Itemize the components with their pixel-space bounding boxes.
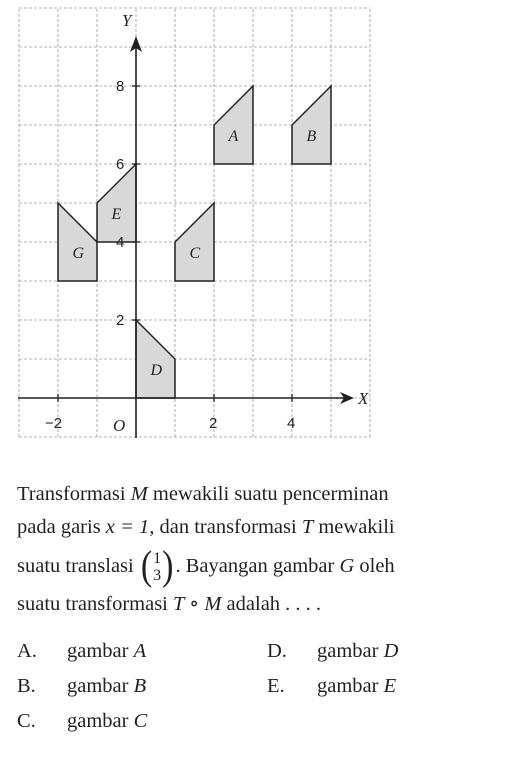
y-axis-label: Y <box>122 11 132 30</box>
origin-label: O <box>113 416 126 435</box>
y-tick-label: 6 <box>116 156 125 173</box>
option-c[interactable]: C. gambar C <box>17 710 148 732</box>
shape-label-a: A <box>228 127 239 145</box>
question-line-1: Transformasi M mewakili suatu pencerminan <box>17 483 389 505</box>
y-tick-label: 8 <box>116 78 125 95</box>
y-tick-label: 4 <box>116 234 125 251</box>
question-line-4: suatu transformasi T ∘ M adalah . . . . <box>17 593 322 616</box>
x-tick-label: 4 <box>287 415 296 432</box>
shape-e <box>97 164 136 242</box>
x-tick-label: 2 <box>209 415 218 432</box>
x-axis-label: X <box>358 389 369 408</box>
question-line-3: suatu translasi ( 1 3 ) . Bayangan gambar G oleh <box>17 544 395 589</box>
question-line-2: pada garis x = 1, dan transformasi T mewakili <box>17 516 395 538</box>
shape-b <box>292 86 331 164</box>
shape-label-c: C <box>189 244 201 262</box>
shape-c <box>175 203 214 281</box>
shape-label-d: D <box>150 361 163 379</box>
shape-label-b: B <box>306 127 317 145</box>
shape-d <box>136 320 175 398</box>
option-a[interactable]: A. gambar A <box>17 640 147 662</box>
coordinate-figure <box>0 0 400 470</box>
question-text <box>17 478 505 621</box>
shape-label-g: G <box>72 244 85 262</box>
translation-vector: ( 1 3 ) <box>140 544 174 589</box>
x-tick-label: −2 <box>45 415 63 432</box>
option-b[interactable]: B. gambar B <box>17 675 147 697</box>
shape-label-e: E <box>111 205 122 223</box>
shape-g <box>58 203 97 281</box>
option-d[interactable]: D. gambar D <box>267 640 399 662</box>
shape-a <box>214 86 253 164</box>
y-tick-label: 2 <box>116 312 125 329</box>
option-e[interactable]: E. gambar E <box>267 675 397 697</box>
